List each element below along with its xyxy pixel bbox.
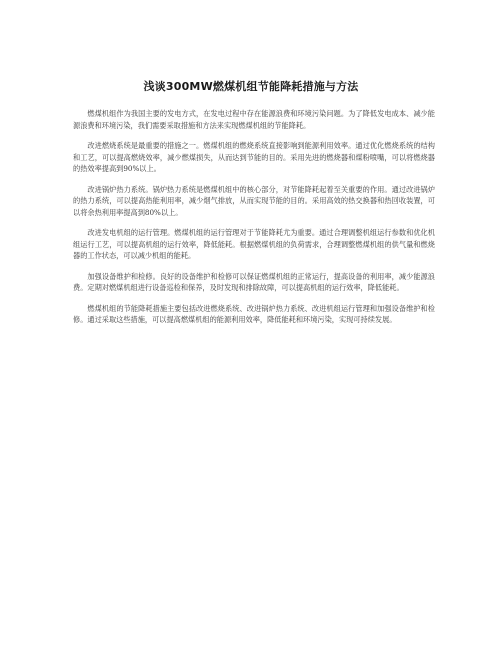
paragraph-3: 改进锅炉热力系统。锅炉热力系统是燃煤机组中的核心部分，对节能降耗起着至关重要的作用。通过改进锅炉的热力系统，可以提高热能利用率，减少烟气排放，从而实现节能的目的。采用高效的热交换器和热回收装置，可以将余热利用率提高到80%以上。 <box>73 184 435 217</box>
paragraph-5: 加强设备维护和检修。良好的设备维护和检修可以保证燃煤机组的正常运行，提高设备的利用率，减少能源浪费。定期对燃煤机组进行设备巡检和保养，及时发现和排除故障，可以提高机组的运行效率，降低能耗。 <box>73 271 435 292</box>
paragraph-4: 改进发电机组的运行管理。燃煤机组的运行管理对于节能降耗尤为重要。通过合理调整机组运行参数和优化机组运行工艺，可以提高机组的运行效率，降低能耗。根据燃煤机组的负荷需求，合理调整燃煤机组的供气量和燃烧器的工作状态，可以减少机组的能耗。 <box>73 228 435 260</box>
document-body <box>73 108 435 335</box>
paragraph-1: 燃煤机组作为我国主要的发电方式，在发电过程中存在能源浪费和环境污染问题。为了降低发电成本、减少能源浪费和环境污染，我们需要采取措施和方法来实现燃煤机组的节能降耗。 <box>73 109 435 130</box>
paragraph-2: 改进燃烧系统是最重要的措施之一。燃煤机组的燃烧系统直接影响到能源利用效率。通过优化燃烧系统的结构和工艺，可以提高燃烧效率，减少燃煤损失，从而达到节能的目的。采用先进的燃烧器和煤粉喷嘴，可以将燃烧器的热效率提高到90%以上。 <box>73 141 435 173</box>
document-title: 浅谈300MW燃煤机组节能降耗措施与方法 <box>143 80 359 93</box>
paragraph-6: 燃煤机组的节能降耗措施主要包括改进燃烧系统、改进锅炉热力系统、改进机组运行管理和加强设备维护和检修。通过采取这些措施，可以提高燃煤机组的能源利用效率，降低能耗和环境污染，实现可持续发展。 <box>73 303 435 324</box>
